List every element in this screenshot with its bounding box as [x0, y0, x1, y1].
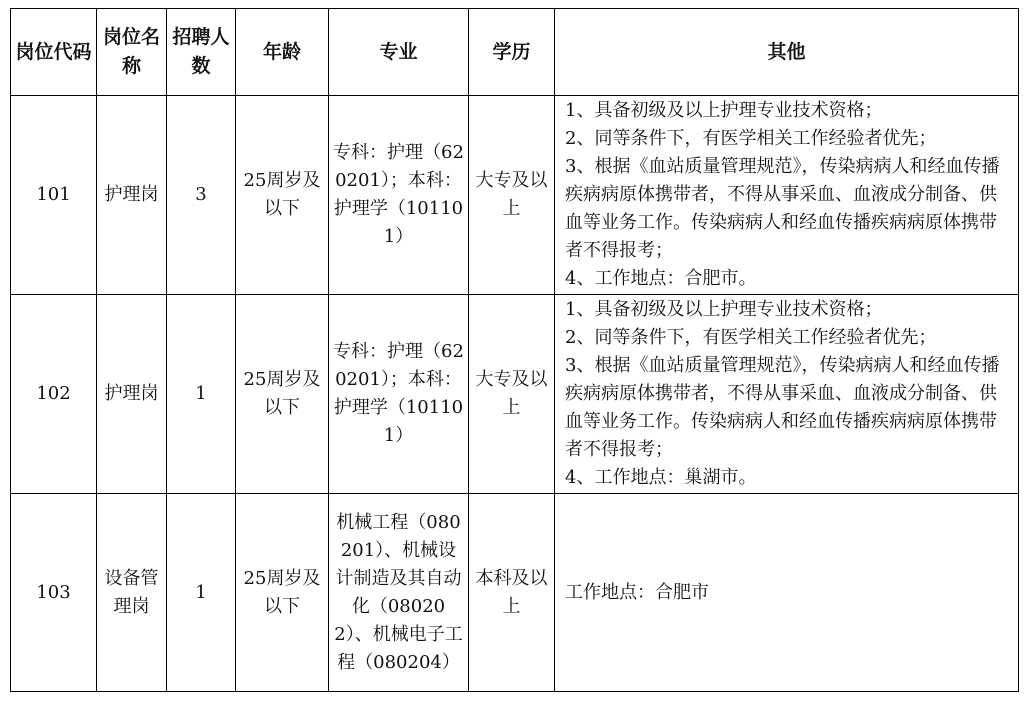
cell-other — [555, 494, 1019, 692]
cell-code: 102 — [11, 295, 97, 494]
header-count: 招聘人数 — [167, 9, 236, 96]
table-row — [11, 295, 1019, 494]
cell-age: 25周岁及以下 — [236, 295, 329, 494]
other-line: 2、同等条件下，有医学相关工作经验者优先； — [565, 128, 937, 149]
header-other: 其他 — [555, 9, 1019, 96]
header-age: 年龄 — [236, 9, 329, 96]
cell-major: 专科：护理（620201）；本科：护理学（101101） — [329, 96, 469, 295]
cell-age: 25周岁及以下 — [236, 494, 329, 692]
table-row — [11, 96, 1019, 295]
cell-code: 101 — [11, 96, 97, 295]
cell-name: 设备管理岗 — [97, 494, 167, 692]
cell-major: 机械工程（080201）、机械设计制造及其自动化（080202）、机械电子工程（080204） — [329, 494, 469, 692]
cell-count: 1 — [167, 494, 236, 692]
cell-name: 护理岗 — [97, 96, 167, 295]
header-code: 岗位代码 — [11, 9, 97, 96]
cell-other — [555, 96, 1019, 295]
other-line: 3、根据《血站质量管理规范》，传染病病人和经血传播疾病病原体携带者，不得从事采血、血液成分制备、供血等业务工作。传染病病人和经血传播疾病病原体携带者不得报考； — [565, 156, 1000, 261]
cell-education: 大专及以上 — [469, 295, 555, 494]
header-major: 专业 — [329, 9, 469, 96]
other-line: 2、同等条件下，有医学相关工作经验者优先； — [565, 327, 937, 348]
cell-education: 本科及以上 — [469, 494, 555, 692]
other-line: 1、具备初级及以上护理专业技术资格； — [565, 100, 883, 121]
other-line: 工作地点：合肥市 — [565, 581, 709, 603]
cell-education: 大专及以上 — [469, 96, 555, 295]
cell-age: 25周岁及以下 — [236, 96, 329, 295]
header-education: 学历 — [469, 9, 555, 96]
other-line: 3、根据《血站质量管理规范》，传染病病人和经血传播疾病病原体携带者，不得从事采血、血液成分制备、供血等业务工作。传染病病人和经血传播疾病病原体携带者不得报考； — [565, 355, 1000, 460]
other-line: 1、具备初级及以上护理专业技术资格； — [565, 299, 883, 320]
cell-count: 1 — [167, 295, 236, 494]
other-line: 4、工作地点：巢湖市。 — [565, 467, 757, 488]
cell-name: 护理岗 — [97, 295, 167, 494]
cell-count: 3 — [167, 96, 236, 295]
cell-other — [555, 295, 1019, 494]
table-row — [11, 494, 1019, 692]
other-line: 4、工作地点：合肥市。 — [565, 268, 757, 289]
header-row — [11, 9, 1019, 96]
recruitment-table — [10, 8, 1019, 692]
header-name: 岗位名称 — [97, 9, 167, 96]
cell-code: 103 — [11, 494, 97, 692]
cell-major: 专科：护理（620201）；本科：护理学（101101） — [329, 295, 469, 494]
